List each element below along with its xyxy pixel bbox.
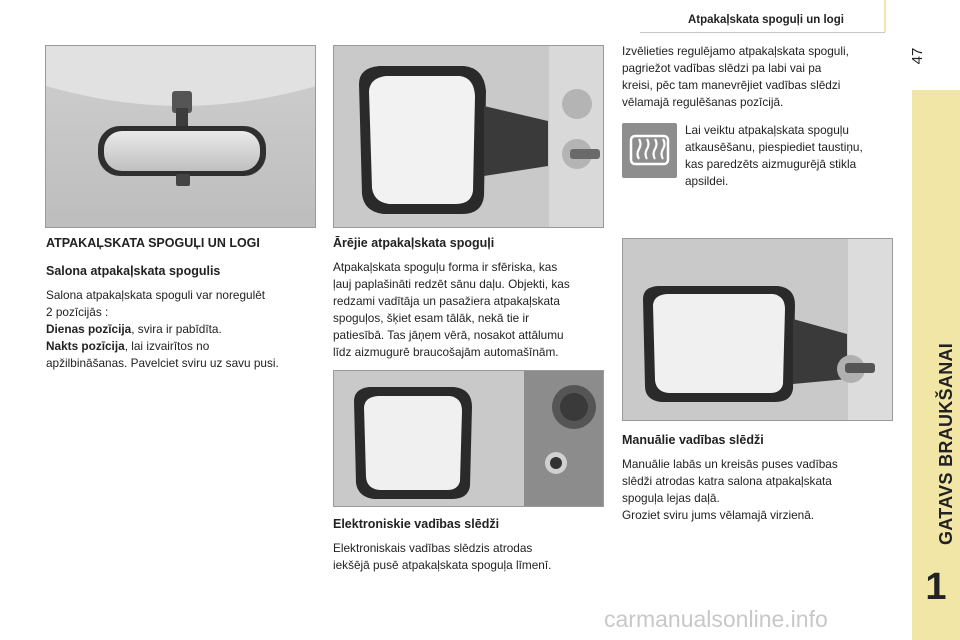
header-accent (884, 0, 886, 32)
exterior-mirrors-title: Ārējie atpakaļskata spoguļi (333, 236, 495, 250)
night-position-label: Nakts pozīcija (46, 339, 125, 353)
manual-controls-text: Manuālie labās un kreisās puses vadības slēdži atrodas katra salona atpakaļskata spoguļa lejas daļā. Groziet sviru jums vēlamajā virzienā. (622, 457, 838, 522)
interior-mirror-title: Salona atpakaļskata spogulis (46, 264, 221, 278)
manual-control-photo (622, 238, 893, 421)
mirror-selection-text: Izvēlieties regulējamo atpakaļskata spoguli, pagriežot vadības slēdzi pa labi vai pa kreisi, pēc tam manevrējiet vadības slēdzi vēlamajā regulēšanas pozīcijā. (622, 44, 849, 109)
chapter-title: GATAVS BRAUKŠANAI (936, 342, 956, 545)
chapter-number: 1 (925, 566, 947, 608)
running-header: Atpakaļskata spoguļi un logi (688, 14, 844, 26)
header-divider (640, 32, 885, 33)
page-number: 47 (909, 47, 926, 65)
electric-controls-title: Elektroniskie vadības slēdži (333, 517, 500, 531)
exterior-mirror-photo (333, 45, 604, 228)
section-title: ATPAKAĻSKATA SPOGUĻI UN LOGI (46, 236, 260, 250)
manual-controls-title: Manuālie vadības slēdži (622, 433, 764, 447)
interior-mirror-text: Salona atpakaļskata spoguli var noregulēt 2 pozīcijās : Dienas pozīcija, svira ir pabīdīta. Nakts pozīcija, lai izvairītos no apžilbināšanas. Pavelciet sviru uz savu pusi. (46, 288, 279, 370)
rear-defrost-icon (622, 123, 677, 178)
day-position-label: Dienas pozīcija (46, 322, 132, 336)
electric-controls-text: Elektroniskais vadības slēdzis atrodas iekšējā pusē atpakaļskata spoguļa līmenī. (333, 541, 552, 572)
interior-mirror-photo (45, 45, 316, 228)
exterior-mirrors-text: Atpakaļskata spoguļu forma ir sfēriska, kas ļauj paplašināti redzēt sānu daļu. Objekti, kas redzami vadītāja un pasažiera atpakaļskata spoguļos, šķiet esam tālāk, nekā tie ir patiesībā. Tas jāņem vērā, nosakot attālumu līdz aizmugurē braucošajām automašīnām. (333, 260, 570, 359)
watermark: carmanualsonline.info (604, 606, 828, 632)
defrost-text: Lai veiktu atpakaļskata spoguļu atkausēšanu, piespiediet taustiņu, kas paredzēts aizmugurējā stikla apsildei. (685, 123, 863, 188)
chapter-title-holder (912, 90, 960, 560)
electric-control-photo (333, 370, 604, 507)
